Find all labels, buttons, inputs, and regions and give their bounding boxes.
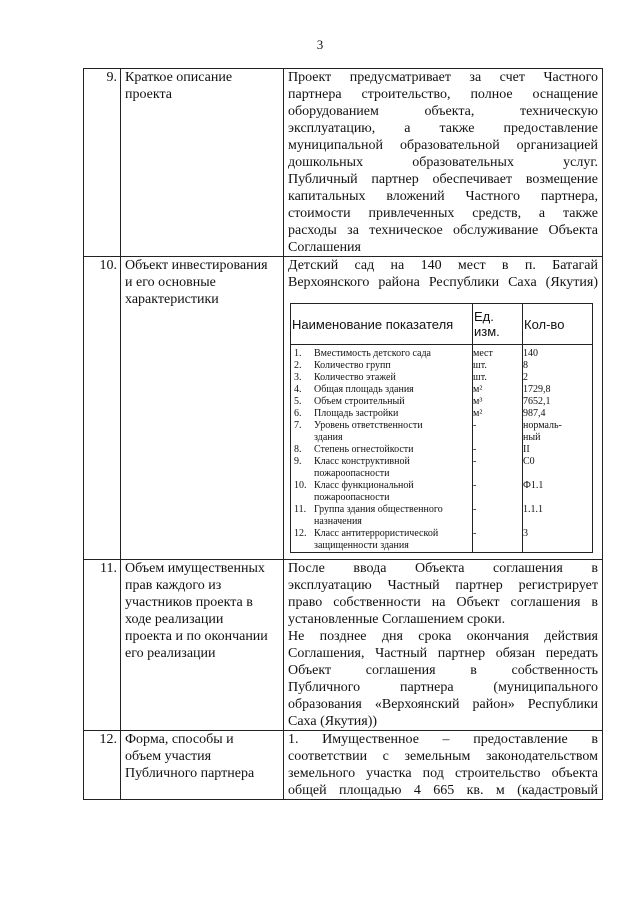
- text-line: партнера строительство, полное оснащение: [288, 87, 598, 102]
- indicator-unit: -: [473, 420, 523, 444]
- indicator-label: [314, 504, 443, 528]
- indicator-qty-line: Ф1.1: [523, 480, 544, 491]
- label-line: участников проекта в: [125, 595, 253, 610]
- indicator-qty-line: С0: [523, 456, 535, 467]
- header-unit: Ед. изм.: [473, 304, 523, 345]
- indicator-name: [291, 528, 473, 553]
- indicator-qty-line: 1729,8: [523, 384, 551, 395]
- page-number: 3: [316, 37, 324, 52]
- indicator-unit: м²: [473, 408, 523, 420]
- indicator-qty: [523, 372, 593, 384]
- indicator-name: [291, 408, 473, 420]
- indicator-qty: [523, 504, 593, 528]
- indicator-row: [291, 372, 593, 384]
- indicator-label-line: Группа здания общественного: [314, 504, 443, 515]
- row-number: 10.: [84, 257, 121, 560]
- indicator-label-line: Площадь застройки: [314, 408, 399, 419]
- table-row: [84, 731, 603, 800]
- indicator-name: [291, 420, 473, 444]
- indicator-label: [314, 456, 410, 480]
- indicator-qty: [523, 456, 593, 480]
- label-line: объем участия: [125, 749, 212, 764]
- indicator-row: [291, 528, 593, 553]
- indicator-unit: мест: [473, 345, 523, 361]
- label-line: его реализации: [125, 646, 216, 661]
- row-label: [121, 560, 284, 731]
- indicator-label: [314, 360, 391, 372]
- indicator-index: 1.: [294, 348, 302, 359]
- text-line: муниципальной образовательной организацией: [288, 138, 598, 153]
- text-line: стоимости привлеченных средств, а также: [288, 206, 598, 221]
- header-name: Наименование показателя: [291, 304, 473, 345]
- row-number: 9.: [84, 69, 121, 257]
- label-line: прав каждого из: [125, 578, 222, 593]
- text-line: Соглашения, Частный партнер обязан передать: [288, 646, 598, 661]
- indicator-qty-line: 1.1.1: [523, 504, 543, 515]
- indicator-unit: -: [473, 480, 523, 504]
- indicator-index: 8.: [294, 444, 302, 455]
- table-row: [84, 257, 603, 560]
- label-line: Краткое описание: [125, 70, 233, 85]
- indicator-qty-line: 7652,1: [523, 396, 551, 407]
- indicator-qty-line: нормаль-: [523, 420, 562, 431]
- project-passport-table: [83, 68, 603, 800]
- indicator-label: [314, 444, 413, 456]
- text-line: установленные Соглашением сроки.: [288, 612, 506, 627]
- text-line: образования «Верхоянский район» Республики: [288, 697, 598, 712]
- label-line: проекта и по окончании: [125, 629, 268, 644]
- text-line: соответствии с земельным законодательством: [288, 749, 598, 764]
- text-line: Саха (Якутия)): [288, 714, 378, 729]
- indicator-name: [291, 504, 473, 528]
- indicator-label-line: пожароопасности: [314, 492, 390, 503]
- indicator-qty: [523, 444, 593, 456]
- indicator-qty: [523, 384, 593, 396]
- indicator-label-line: здания: [314, 432, 343, 443]
- label-line: характеристики: [125, 292, 219, 307]
- row-label: [121, 69, 284, 257]
- indicator-name: [291, 384, 473, 396]
- indicator-row: [291, 456, 593, 480]
- text-line: дошкольных образовательных услуг.: [288, 155, 598, 170]
- indicator-index: 5.: [294, 396, 302, 407]
- text-line: Публичного партнера (муниципального: [288, 680, 598, 695]
- indicators-header: [291, 304, 593, 345]
- indicator-qty-line: 2: [523, 372, 528, 383]
- text-line: капитальных вложений Частного партнера,: [288, 189, 598, 204]
- indicator-qty-line: 3: [523, 528, 528, 539]
- table-row: [84, 560, 603, 731]
- text-line: Соглашения: [288, 240, 361, 255]
- indicator-index: 9.: [294, 456, 302, 467]
- text-line: эксплуатацию, а также предоставление: [288, 121, 598, 136]
- indicator-row: [291, 480, 593, 504]
- indicator-label-line: Вместимость детского сада: [314, 348, 431, 359]
- text-line: Объект соглашения в собственность: [288, 663, 598, 678]
- indicator-qty-line: 140: [523, 348, 538, 359]
- label-line: Объем имущественных: [125, 561, 265, 576]
- text-line: оборудованием объекта, техническую: [288, 104, 598, 119]
- indicator-name: [291, 360, 473, 372]
- indicator-label: [314, 408, 398, 420]
- indicator-qty: [523, 396, 593, 408]
- text-line: расходы за техническое обслуживание Объекта: [288, 223, 598, 238]
- row-number: 12.: [84, 731, 121, 800]
- indicator-index: 11.: [294, 504, 307, 515]
- indicator-label-line: Степень огнестойкости: [314, 444, 414, 455]
- indicator-label-line: Общая площадь здания: [314, 384, 414, 395]
- row-description: [284, 69, 603, 257]
- row-description: [284, 731, 603, 800]
- indicator-index: 6.: [294, 408, 302, 419]
- indicator-label: [314, 348, 431, 360]
- indicator-unit: шт.: [473, 360, 523, 372]
- indicator-qty-line: 8: [523, 360, 528, 371]
- indicator-row: [291, 360, 593, 372]
- indicator-name: [291, 372, 473, 384]
- indicator-label-line: Объем строительный: [314, 396, 405, 407]
- indicator-unit: -: [473, 528, 523, 553]
- row-description: [284, 560, 603, 731]
- text-line: 1. Имущественное – предоставление в: [288, 732, 598, 747]
- text-line: Верхоянского района Республики Саха (Якутия): [288, 275, 598, 290]
- text-line: право собственности на Объект соглашения в: [288, 595, 598, 610]
- indicator-index: 2.: [294, 360, 302, 371]
- text-line: После ввода Объекта соглашения в: [288, 561, 598, 576]
- row-label: [121, 257, 284, 560]
- indicator-label: [314, 384, 414, 396]
- indicator-qty-line: II: [523, 444, 530, 455]
- indicators-table: [290, 303, 593, 553]
- indicator-label-line: Количество групп: [314, 360, 391, 371]
- text-line: Детский сад на 140 мест в п. Батагай: [288, 258, 598, 273]
- indicator-label-line: Количество этажей: [314, 372, 396, 383]
- row-label: [121, 731, 284, 800]
- indicator-label-line: Класс антитеррористической: [314, 528, 439, 539]
- indicator-unit: м³: [473, 396, 523, 408]
- indicator-row: [291, 420, 593, 444]
- indicator-qty: [523, 420, 593, 444]
- indicator-row: [291, 444, 593, 456]
- indicator-label-line: Уровень ответственности: [314, 420, 423, 431]
- indicator-qty: [523, 408, 593, 420]
- indicator-index: 3.: [294, 372, 302, 383]
- text-line: Публичный партнер обеспечивает возмещение: [288, 172, 598, 187]
- indicator-index: 12.: [294, 528, 307, 539]
- text-line: земельного участка под строительство объекта: [288, 766, 598, 781]
- indicator-index: 10.: [294, 480, 307, 491]
- label-line: проекта: [125, 87, 172, 102]
- table-row: [84, 69, 603, 257]
- indicators-wrap: [288, 291, 598, 559]
- row-number: 11.: [84, 560, 121, 731]
- text-line: Не позднее дня срока окончания действия: [288, 629, 598, 644]
- indicator-row: [291, 384, 593, 396]
- indicator-row: [291, 345, 593, 361]
- indicator-index: 7.: [294, 420, 302, 431]
- indicator-label-line: пожароопасности: [314, 468, 390, 479]
- indicator-qty: [523, 345, 593, 361]
- indicator-name: [291, 345, 473, 361]
- indicator-label-line: защищенности здания: [314, 540, 409, 551]
- indicator-qty: [523, 360, 593, 372]
- indicator-label: [314, 528, 438, 552]
- indicator-label: [314, 372, 396, 384]
- label-line: Форма, способы и: [125, 732, 234, 747]
- label-line: и его основные: [125, 275, 216, 290]
- row-description: [284, 257, 603, 560]
- indicator-label: [314, 396, 405, 408]
- indicator-unit: -: [473, 456, 523, 480]
- header-qty: Кол-во: [523, 304, 593, 345]
- indicator-qty: [523, 528, 593, 553]
- indicator-index: 4.: [294, 384, 302, 395]
- indicator-label-line: Класс конструктивной: [314, 456, 410, 467]
- indicator-row: [291, 396, 593, 408]
- indicator-label: [314, 480, 414, 504]
- indicator-unit: -: [473, 504, 523, 528]
- label-line: Публичного партнера: [125, 766, 255, 781]
- indicator-row: [291, 408, 593, 420]
- indicator-name: [291, 480, 473, 504]
- indicator-name: [291, 444, 473, 456]
- indicator-label-line: назначения: [314, 516, 362, 527]
- indicator-row: [291, 504, 593, 528]
- indicator-unit: шт.: [473, 372, 523, 384]
- text-line: Проект предусматривает за счет Частного: [288, 70, 598, 85]
- indicator-qty-line: ный: [523, 432, 541, 443]
- indicator-qty-line: 987,4: [523, 408, 546, 419]
- indicator-label-line: Класс функциональной: [314, 480, 414, 491]
- indicator-unit: м²: [473, 384, 523, 396]
- indicator-unit: -: [473, 444, 523, 456]
- text-line: эксплуатацию Частный партнер регистрирует: [288, 578, 598, 593]
- indicator-name: [291, 396, 473, 408]
- label-line: Объект инвестирования: [125, 258, 268, 273]
- label-line: ходе реализации: [125, 612, 224, 627]
- text-line: общей площадью 4 665 кв. м (кадастровый: [288, 783, 598, 798]
- indicator-name: [291, 456, 473, 480]
- indicator-label: [314, 420, 423, 444]
- indicator-qty: [523, 480, 593, 504]
